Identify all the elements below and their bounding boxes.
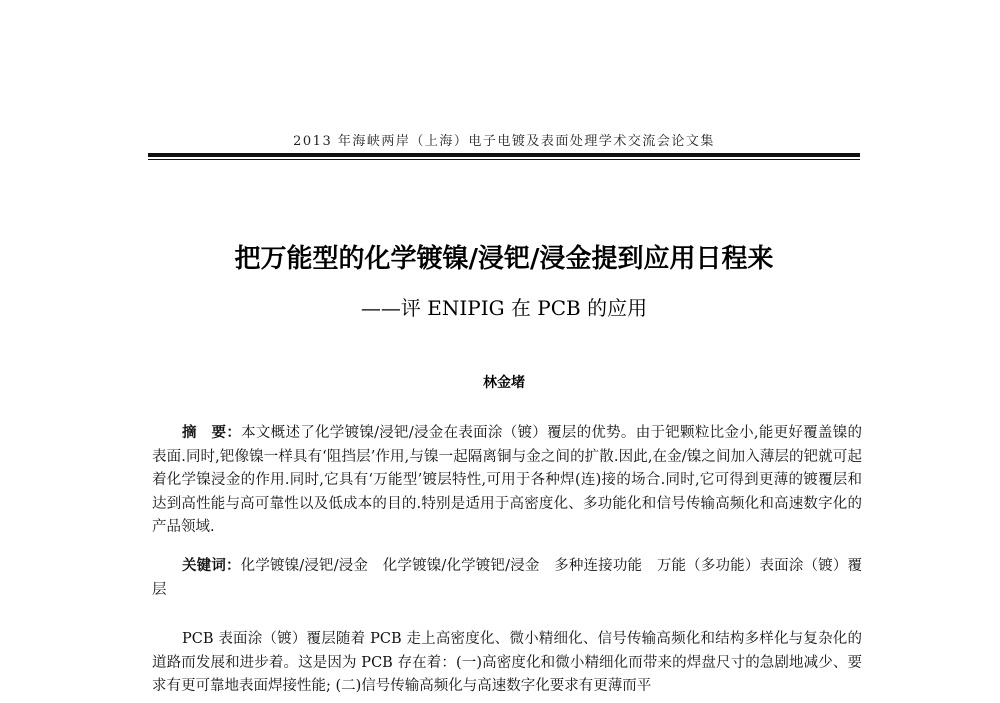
author-name: 林金堵: [483, 375, 525, 391]
running-head: 2013 年海峡两岸（上海）电子电镀及表面处理学术交流会论文集: [293, 134, 715, 149]
abstract-text: 本文概述了化学镀镍/浸钯/浸金在表面涂（镀）覆层的优势。由于钯颗粒比金小,能更好覆盖镍的表面.同时,钯像镍一样具有‘阻挡层’作用,与镍一起隔离铜与金之间的扩散.因此,在金/镍之间加入薄层的钯就可起着化学镍浸金的作用.同时,它具有‘万能型’镀层特性,可用于各种焊(连)接的场合.同时,它可得到更薄的镀覆层和达到高性能与高可靠性以及低成本的目的.特别是适用于高密度化、多功能化和信号传输高频化和高速数字化的产品领域.: [152, 425, 862, 535]
article-title: 把万能型的化学镀镍/浸钯/浸金提到应用日程来: [234, 244, 774, 274]
article-subtitle: ——评 ENIPIG 在 PCB 的应用: [360, 296, 648, 320]
header-rule-thin: [148, 159, 860, 160]
body-paragraph: PCB 表面涂（镀）覆层随着 PCB 走上高密度化、微小精细化、信号传输高频化和结构多样化与复杂化的道路而发展和进步着。这是因为 PCB 存在着：(一)高密度化和微小精细化而带来的焊盘尺寸的急剧地减少、要求有更可靠地表面焊接性能; (二)信号传输高频化与高速数字化要求有更薄而平: [152, 631, 862, 694]
abstract-paragraph: [152, 421, 862, 540]
keywords-paragraph: [152, 554, 862, 602]
keywords-label: 关键词：: [182, 557, 241, 574]
header-rule-thick: [148, 153, 860, 157]
abstract-label: 摘 要：: [182, 424, 242, 441]
keywords-text: 化学镀镍/浸钯/浸金 化学镀镍/化学镀钯/浸金 多种连接功能 万能（多功能）表面涂（镀）覆层: [152, 558, 862, 598]
